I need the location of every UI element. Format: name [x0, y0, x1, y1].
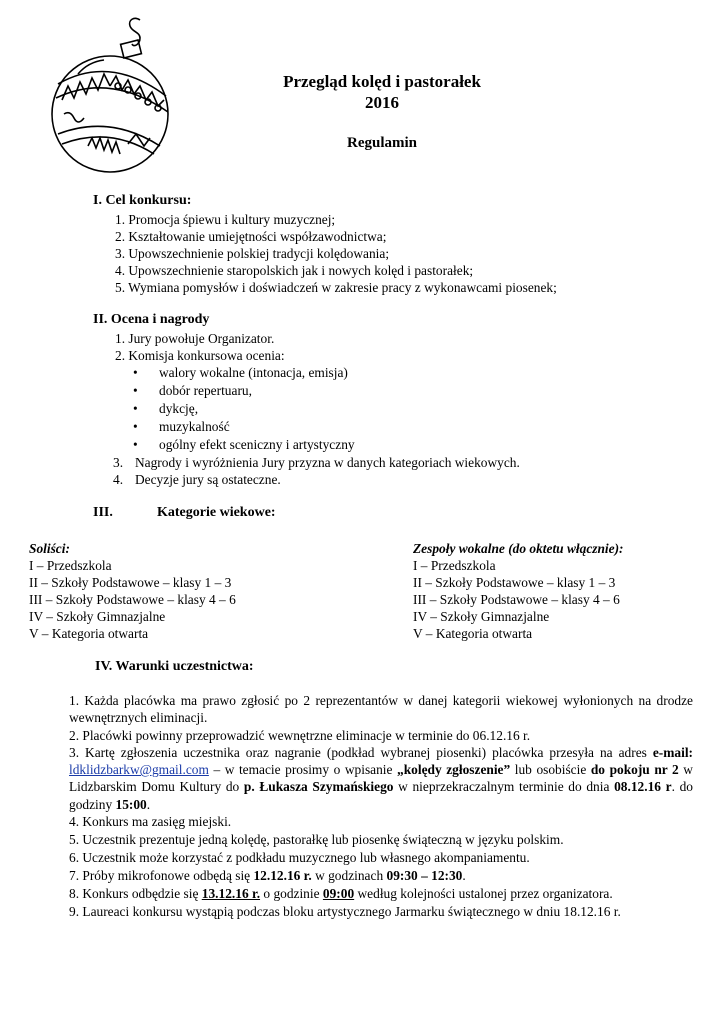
list-item: 3. Upowszechnienie polskiej tradycji kolędowania;	[115, 246, 390, 261]
list-item: I – Przedszkola	[413, 558, 496, 573]
list-item: 4. Upowszechnienie staropolskich jak i nowych kolęd i pastorałek;	[115, 263, 474, 278]
document-subtitle: Regulamin	[346, 135, 417, 151]
paragraph: 2. Placówki powinny przeprowadzić wewnętrzne eliminacje w terminie do 06.12.16 r.	[69, 728, 531, 743]
list-item: V – Kategoria otwarta	[413, 626, 533, 641]
section-2-heading: II. Ocena i nagrody	[93, 312, 210, 327]
bullet-item: • muzykalność	[133, 419, 230, 434]
soloists-heading: Soliści:	[29, 541, 70, 556]
list-item: 1. Jury powołuje Organizator.	[115, 331, 275, 346]
bullet-item: • dobór repertuaru,	[133, 383, 252, 398]
email-link[interactable]: ldklidzbarkw@gmail.com	[69, 762, 209, 778]
section-4-heading: IV. Warunki uczestnictwa:	[95, 659, 254, 674]
paragraph: 8. Konkurs odbędzie się 13.12.16 r. o godzinie 09:00 według kolejności ustalonej przez organizatora.	[69, 886, 613, 901]
paragraph: 6. Uczestnik może korzystać z podkładu muzycznego lub własnego akompaniamentu.	[69, 850, 530, 865]
list-item: IV – Szkoły Gimnazjalne	[413, 609, 550, 624]
list-item: V – Kategoria otwarta	[29, 626, 149, 641]
bullet-item: • dykcję,	[133, 401, 199, 416]
document-title: Przegląd kolęd i pastorałek	[283, 72, 481, 91]
section-3-numeral: III.	[93, 505, 113, 520]
list-item: IV – Szkoły Gimnazjalne	[29, 609, 166, 624]
bullet-item: • walory wokalne (intonacja, emisja)	[133, 365, 348, 380]
paragraph: 1. Każda placówka ma prawo zgłosić po 2 reprezentantów w danej kategorii wiekowej wyłonionych na drodze wewnętrznych eliminacji.	[69, 693, 693, 726]
list-item: 5. Wymiana pomysłów i doświadczeń w zakresie pracy z wykonawcami piosenek;	[115, 280, 557, 295]
bullet-item: • ogólny efekt sceniczny i artystyczny	[133, 437, 355, 452]
list-item: 2. Kształtowanie umiejętności współzawodnictwa;	[115, 229, 387, 244]
list-item: II – Szkoły Podstawowe – klasy 1 – 3	[29, 575, 232, 590]
paragraph: 7. Próby mikrofonowe odbędą się 12.12.16 r. w godzinach 09:30 – 12:30.	[69, 868, 466, 883]
document-title-year: 2016	[365, 93, 399, 112]
list-item: 4. Decyzje jury są ostateczne.	[113, 472, 281, 487]
paragraph: 4. Konkurs ma zasięg miejski.	[69, 814, 232, 829]
ensembles-heading: Zespoły wokalne (do oktetu włącznie):	[413, 541, 624, 556]
list-item: III – Szkoły Podstawowe – klasy 4 – 6	[29, 592, 236, 607]
list-item: 3. Nagrody i wyróżnienia Jury przyzna w danych kategoriach wiekowych.	[113, 455, 520, 470]
section-1-heading: I. Cel konkursu:	[93, 193, 192, 208]
section-3-heading: Kategorie wiekowe:	[157, 505, 276, 520]
list-item: 2. Komisja konkursowa ocenia:	[115, 348, 285, 363]
paragraph: 9. Laureaci konkursu wystąpią podczas bloku artystycznego Jarmarku świątecznego w dniu 18.12.16 r.	[69, 904, 621, 919]
list-item: III – Szkoły Podstawowe – klasy 4 – 6	[413, 592, 620, 607]
paragraph: 3. Kartę zgłoszenia uczestnika oraz nagranie (podkład wybranej piosenki) placówka przesyła na adres e-mail: ldklidzbarkw@gmail.com – w temacie prosimy o wpisanie „kolędy zgłoszenie” lub osobiście do pokoju nr 2 w Lidzbarskim Domu Kultury do p. Łukasza Szymańskiego w nieprzekraczalnym terminie do dnia 08.12.16 r. do godziny 15:00.	[69, 745, 693, 812]
paragraph: 5. Uczestnik prezentuje jedną kolędę, pastorałkę lub piosenkę świąteczną w języku polskim.	[69, 832, 564, 847]
list-item: 1. Promocja śpiewu i kultury muzycznej;	[115, 212, 336, 227]
list-item: I – Przedszkola	[29, 558, 112, 573]
list-item: II – Szkoły Podstawowe – klasy 1 – 3	[413, 575, 616, 590]
